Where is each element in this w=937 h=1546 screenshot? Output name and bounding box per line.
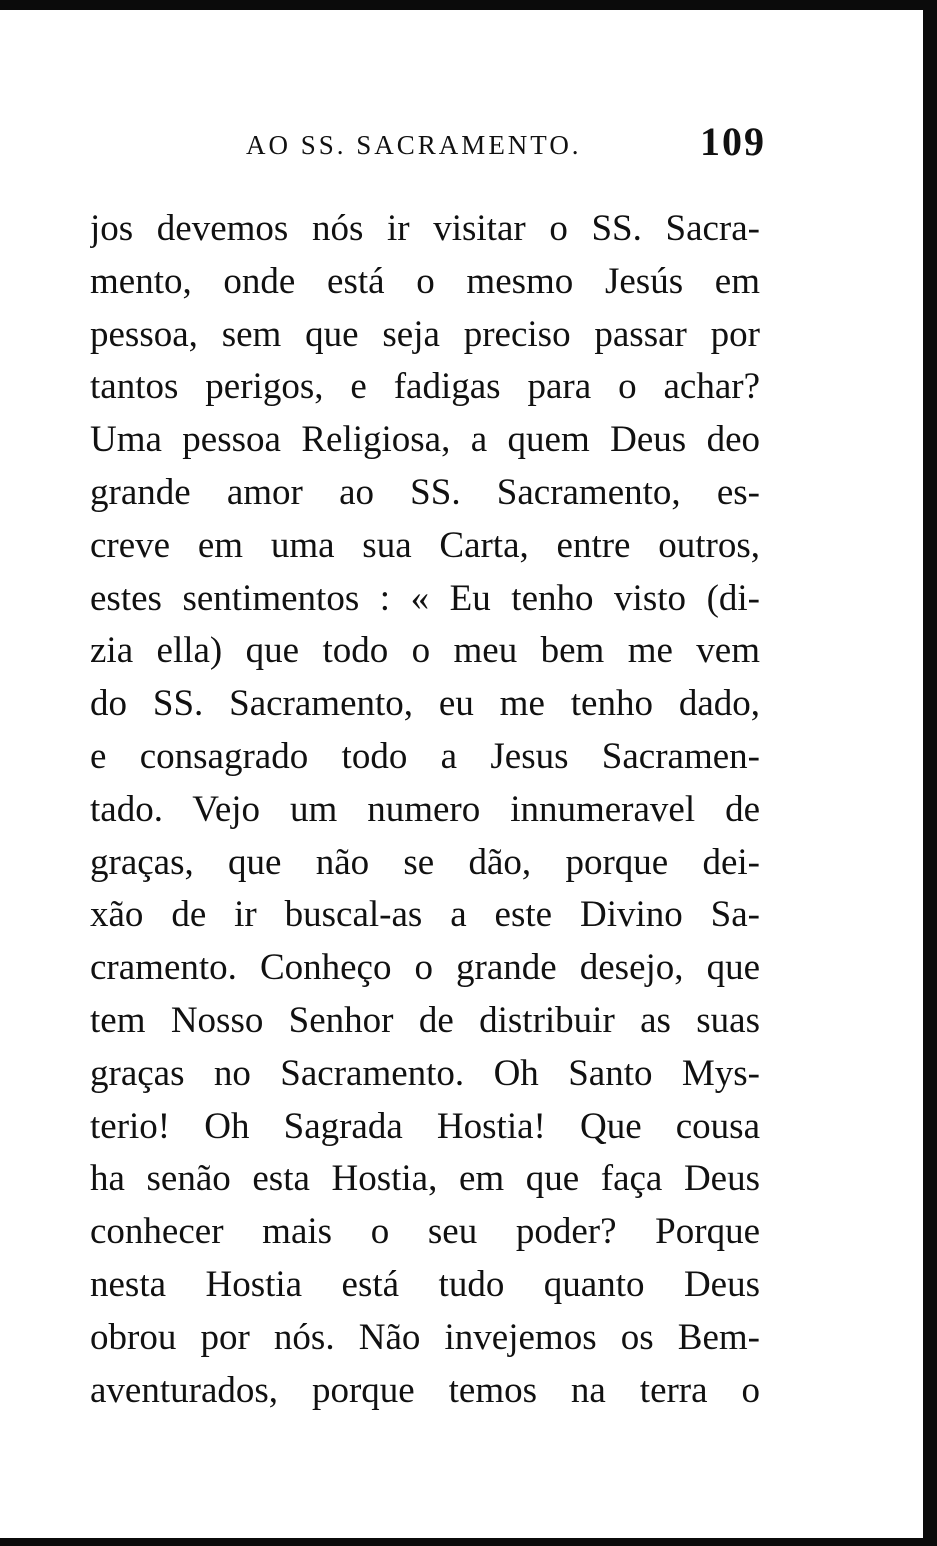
page-number: 109 [700,119,766,164]
scan-edge-bottom [0,1538,937,1546]
text-line: estes sentimentos : « Eu tenho visto (di- [90,577,760,619]
text-line: graças no Sacramento. Oh Santo Mys- [90,1052,760,1094]
page-header [246,118,766,168]
scan-edge-top [0,0,937,10]
text-line: creve em uma sua Carta, entre outros, [90,524,760,566]
text-line: conhecer mais o seu poder? Porque [90,1211,760,1253]
text-line: cramento. Conheço o grande desejo, que [90,947,760,989]
text-line: tem Nosso Senhor de distribuir as suas [90,999,760,1041]
text-line: Uma pessoa Religiosa, a quem Deus deo [90,419,760,461]
text-line: pessoa, sem que seja preciso passar por [90,313,760,355]
text-line: jos devemos nós ir visitar o SS. Sacra- [90,208,760,249]
text-line: aventurados, porque temos na terra o [90,1369,760,1411]
text-line: terio! Oh Sagrada Hostia! Que cousa [90,1105,760,1147]
text-line: tantos perigos, e fadigas para o achar? [90,366,760,408]
text-line: graças, que não se dão, porque dei- [90,841,760,883]
text-line: zia ella) que todo o meu bem me vem [90,630,760,672]
text-line: e consagrado todo a Jesus Sacramen- [90,735,760,777]
text-line: obrou por nós. Não invejemos os Bem- [90,1316,760,1358]
running-title: AO SS. SACRAMENTO. [246,130,582,160]
text-line: grande amor ao SS. Sacramento, es- [90,471,760,513]
text-line: mento, onde está o mesmo Jesús em [90,260,760,302]
scan-edge-right [923,0,937,1546]
text-line: tado. Vejo um numero innumeravel de [90,788,760,830]
text-line: do SS. Sacramento, eu me tenho dado, [90,683,760,725]
text-line: xão de ir buscal-as a este Divino Sa- [90,894,760,936]
text-line: ha senão esta Hostia, em que faça Deus [90,1158,760,1200]
text-line: nesta Hostia está tudo quanto Deus [90,1263,760,1305]
body-text [90,203,760,1417]
